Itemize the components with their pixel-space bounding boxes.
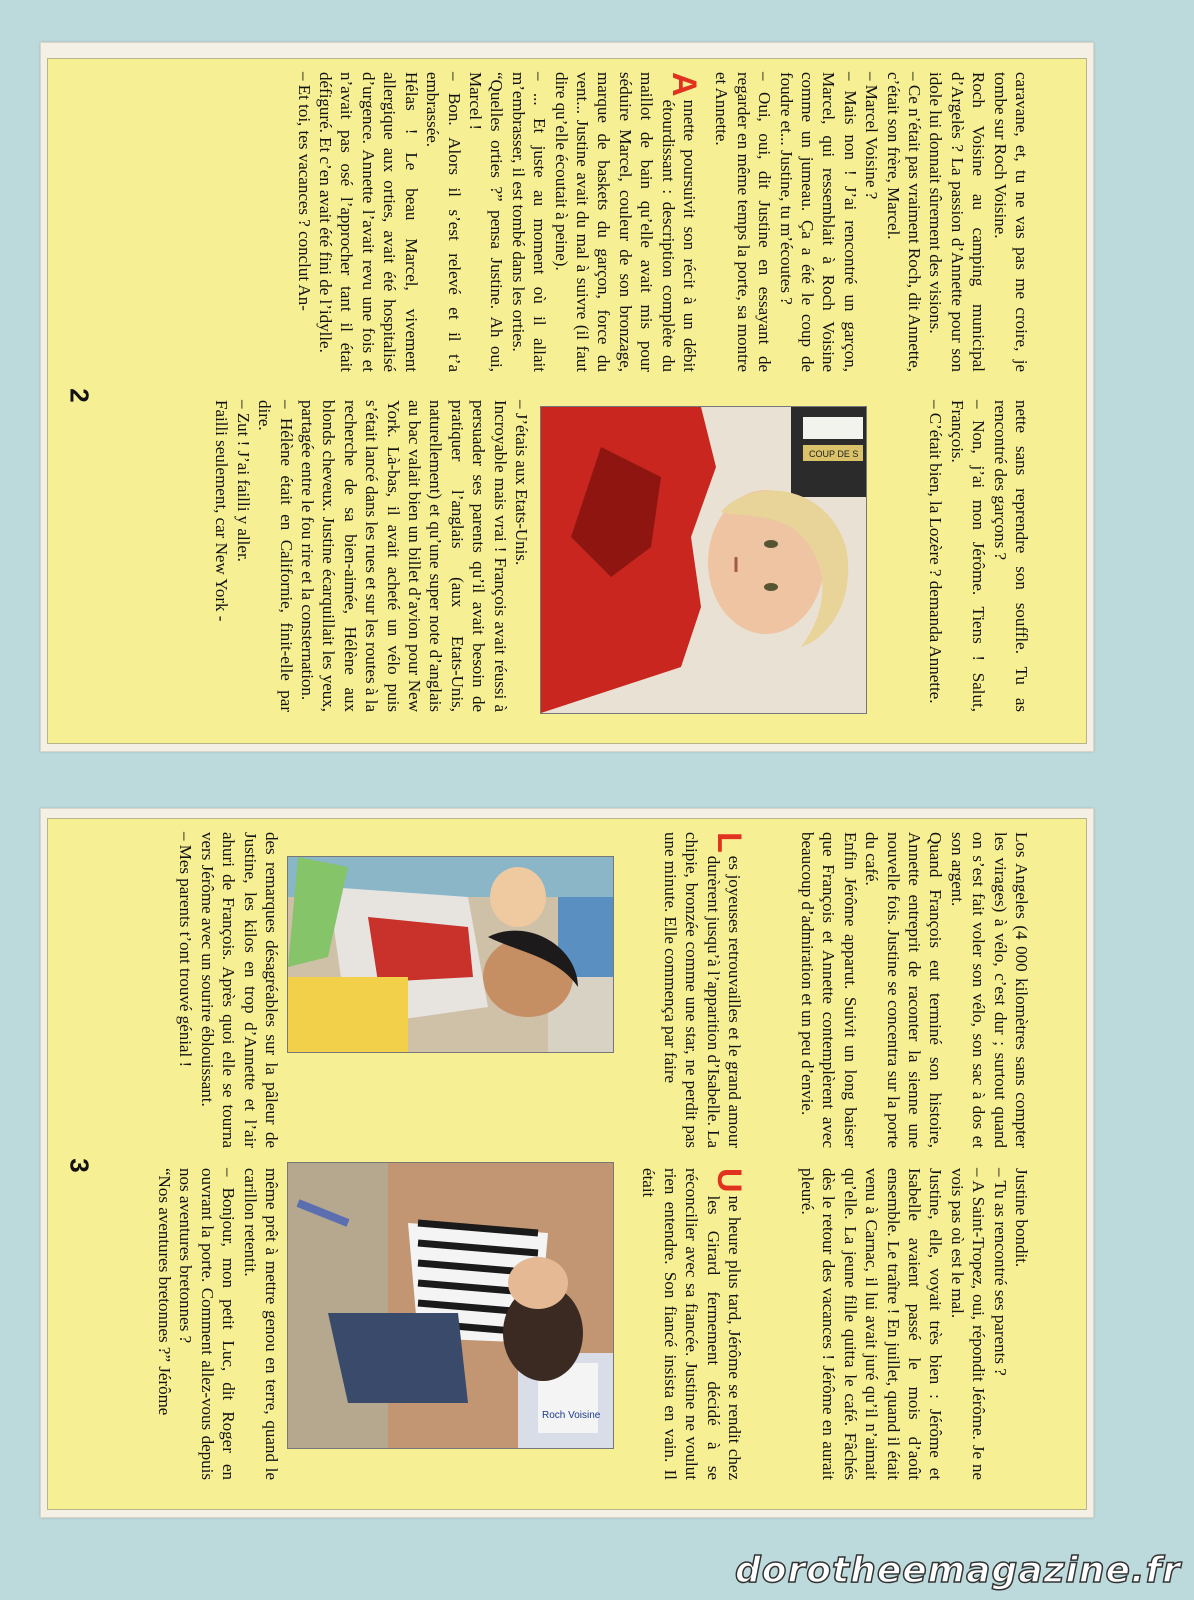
p2-column-3-bottom: [211, 400, 532, 712]
site-watermark: dorotheemagazine.fr: [735, 1550, 1181, 1591]
p3-paragraph: es joyeuses retrouvailles et le grand amour durèrent jusqu’à l’apparition d’Isabelle. La chipie, bronzée comme une star, ne perdit pas une minute. Elle commença par faire: [660, 832, 744, 1148]
p3-paragraph: – Mes parents t’ont trouvé génial !: [176, 832, 196, 1068]
p3-paragraph: Enfin Jérôme apparut. Suivit un long baiser que François et Annette contemplèrent avec beaucoup d’admiration et un peu d’envie.: [797, 832, 860, 1148]
p3-paragraph: même prêt à mettre genou en terre, quand le carillon retentit.: [240, 1168, 281, 1480]
p2-paragraph: – Hélène était en Californie, finit-elle par dire.: [255, 400, 296, 712]
p2-paragraph: caravane, et, tu ne vas pas me croire, je tombe sur Roch Voisine.: [990, 72, 1031, 372]
p3-column-1-mid: [659, 832, 748, 1148]
p2-paragraph: nette sans reprendre son souffle. Tu as rencontré des garçons ?: [990, 400, 1031, 712]
p3-paragraph: – A Saint-Tropez, oui, répondit Jérôme. Je ne vois pas où est le mal.: [947, 1168, 989, 1480]
p3-paragraph: – Bonjour, mon petit Luc, dit Roger en ouvrant la porte. Comment allez-vous depuis nos aventures bretonnes ?: [176, 1168, 239, 1480]
dropcap: U: [710, 1168, 748, 1193]
photo-two-boys: [287, 856, 614, 1053]
p3-paragraph: Los Angeles (4 000 kilomètres sans compter les virages) à vélo, c’est dur ; surtout quand on s’est fait voler son vélo, son sac à dos et son argent.: [947, 832, 1031, 1148]
p2-paragraph: – ... Et juste au moment où il allait m’embrasser, il est tombé dans les orties.: [508, 72, 550, 372]
dropcap: A: [665, 72, 703, 97]
p3-paragraph: des remarques désagréables sur la pâleur de Justine, les kilos en trop d’Annette et l’air ahuri de François. Après quoi elle se tourna vers Jérôme avec un sourire éblouissant.: [197, 832, 281, 1148]
page-number: 3: [64, 1158, 95, 1173]
p2-paragraph: Incroyable mais vrai ! François avait réussi à persuader ses parents qu’il avait besoin de pratiquer l’anglais (aux Etats-Unis, naturellement) et qu’une super note d’anglais au bac valait bien un billet d’avion pour New York. Là-bas, il avait acheté un vélo puis s’était lancé dans les rues et sur les routes à la recherche de sa bien-aimée, Hélène aux blonds cheveux. Justine écarquillait les yeux, partagée entre le fou rire et la consternation.: [297, 400, 510, 712]
p3-column-2-top: [797, 1168, 1032, 1480]
p2-paragraph: – J’étais aux Etats-Unis.: [512, 400, 531, 566]
photo-two-boys-image: [288, 857, 613, 1052]
photo-girl-red-jacket-image: [541, 407, 866, 713]
p2-paragraph: – Bon. Alors il s’est relevé et il t’a embrassée.: [423, 72, 464, 372]
p3-column-2-bottom: [154, 1168, 282, 1480]
page-number: 2: [64, 388, 95, 403]
p3-column-1-bottom: [175, 832, 282, 1148]
p2-paragraph: – Mais non ! J’ai rencontré un garçon, Marcel, qui ressemblait à Roch Voisine comme un jumeau. Ça a été le coup de foudre et... Justine, tu m’écoutes ?: [776, 72, 860, 372]
p3-paragraph: “Nos aventures bretonnes ?” Jérôme: [154, 1168, 174, 1416]
p2-paragraph: “Quelles orties ?” pensa Justine. Ah oui, Marcel !: [465, 72, 507, 372]
p2-column-2: [293, 72, 703, 372]
p2-paragraph: – Et toi, tes vacances ? conclut An-: [294, 72, 314, 311]
p2-column-1: [711, 72, 1032, 372]
p3-paragraph: Justine, elle, voyait très bien : Jérôme et Isabelle avaient passé le mois d’août ensemble. Le traître ! En juillet, quand il était venu à Carnac, il lui avait juré qu’il n’aimait qu’elle. La jeune fille quitta le café. Fâchés dès le retour des vacances ! Jérôme en aurait pleuré.: [797, 1168, 946, 1480]
p2-paragraph: – Marcel Voisine ?: [862, 72, 882, 200]
p2-column-3-top: [925, 400, 1032, 712]
p3-paragraph: – Tu as rencontré ses parents ?: [990, 1168, 1010, 1376]
p3-paragraph: Quand François eut terminé son histoire, Annette entreprit de raconter la sienne une nouvelle fois. Justine se concentra sur la porte du café.: [862, 832, 946, 1148]
p2-paragraph: – Ce n’était pas vraiment Roch, dit Annette, c’était son frère, Marcel.: [883, 72, 924, 372]
p2-paragraph: – C’était bien, la Lozère ? demanda Annette.: [926, 400, 946, 704]
p2-paragraph: Hélas ! Le beau Marcel, vivement allergique aux orties, avait été hospitalisé d’urgence. Annette l’avait revu une fois et n’avait pas osé l’approcher tant il était défiguré. Et c’en avait été fini de l’idylle.: [316, 72, 421, 372]
p2-paragraph: Roch Voisine au camping municipal d’Argelès ? La passion d’Annette pour son idole lui donnait sûrement des visions.: [926, 72, 989, 372]
photo-girl-red-jacket: [540, 406, 867, 714]
photo-couple-embrace: [287, 1162, 614, 1449]
p2-paragraph: – Oui, oui, dit Justine en essayant de regarder en même temps la porte, sa montre et Annette.: [712, 72, 775, 372]
p2-paragraph: nnette poursuivit son récit à un débit étourdissant : description complète du maillot de bain qu’elle avait mis pour séduire Marcel, couleur de son bronzage, marque de baskets du garçon, force du vent... Justine avait du mal à suivre (il faut dire qu’elle écoutait à peine).: [551, 72, 699, 372]
p3-paragraph: ne heure plus tard, Jérôme se rendit chez les Girard fermement décidé à se réconcilier avec sa fiancée. Justine ne voulut rien entendre. Son fiancé insista en vain. Il était: [639, 1168, 744, 1480]
svg-text:COUP DE S: COUP DE S: [809, 449, 859, 459]
svg-text:Roch Voisine: Roch Voisine: [542, 1410, 601, 1421]
p3-paragraph: Justine bondit.: [1012, 1168, 1031, 1268]
p3-column-2-mid: [638, 1168, 748, 1480]
p2-paragraph: – Non, j’ai mon Jérôme. Tiens ! Salut, François.: [947, 400, 989, 712]
photo-couple-embrace-image: [288, 1163, 613, 1448]
p2-paragraph: Failli seulement, car New York -: [212, 400, 232, 622]
dropcap: L: [710, 832, 748, 853]
p2-paragraph: – Zut ! J’ai failli y aller.: [233, 400, 253, 562]
p3-column-1-top: [797, 832, 1032, 1148]
